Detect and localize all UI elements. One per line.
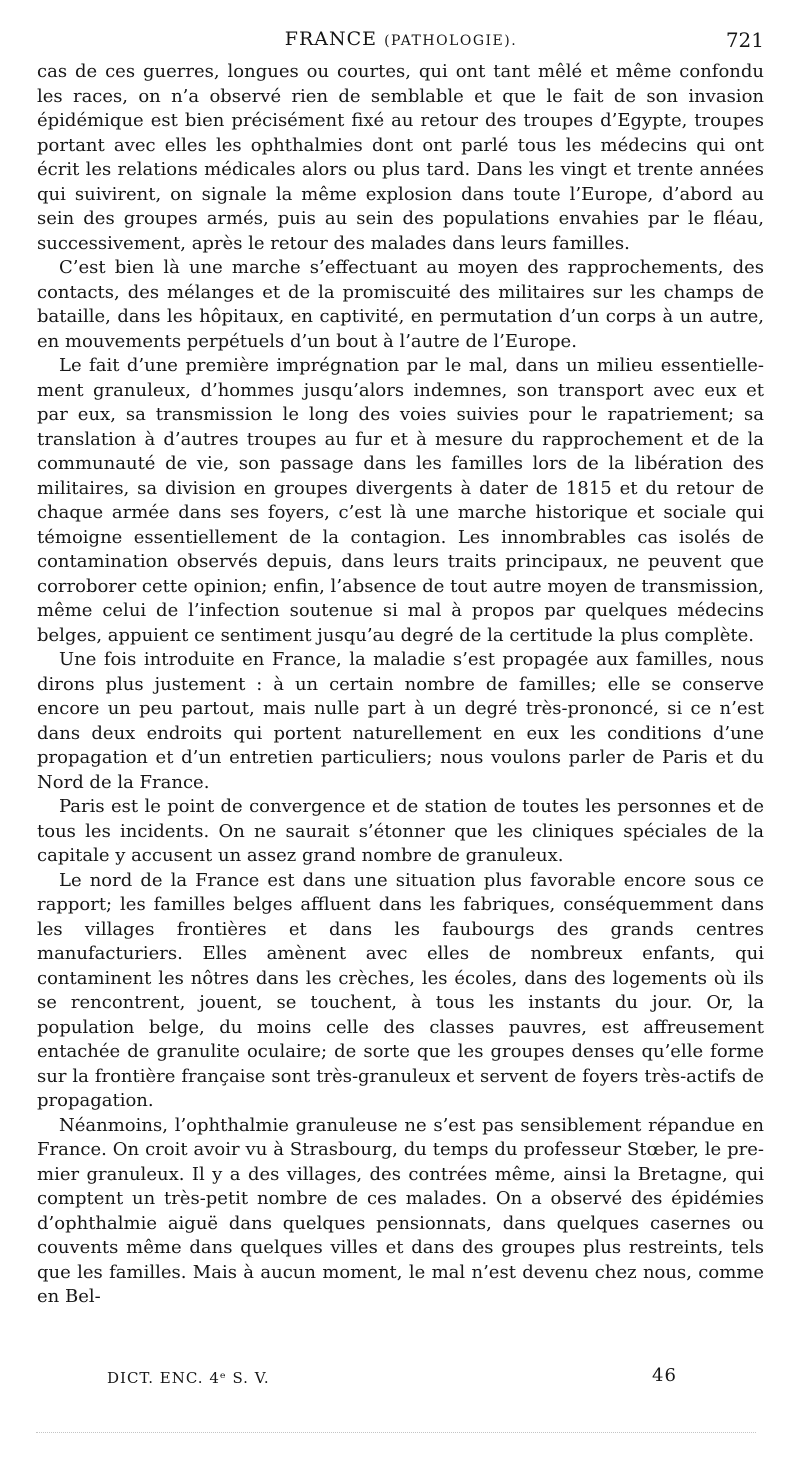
paragraph: C’est bien là une marche s’effectuant au moyen des rapprochements, des contacts, des mélanges et de la promiscuité des militaires sur les champs de bataille, dans les hôpitaux, en captivité, en permutation d’un corps à un autre, en mouvements perpétuels d’un bout à l’autre de l’Europe. — [37, 257, 764, 352]
running-title — [38, 28, 764, 50]
paragraph: Le nord de la France est dans une situation plus favorable encore sous ce rapport; les familles belges affluent dans les fabriques, conséquemment dans les villages frontières et dans les faubourgs des grands centres manufacturiers. Elles amènent avec elles de nombreux enfants, qui contaminent les nôtres dans les crèches, les écoles, dans des logements où ils se rencontrent, jouent, se touchent, à tous les instants du jour. Or, la population belge, du moins celle des classes pauvres, est affreusement entachée de granulite oculaire; de sorte que les groupes denses qu’elle forme sur la frontière française sont très-granuleux et servent de foyers très-actifs de propagation. — [37, 869, 764, 1111]
page-number: 721 — [725, 28, 764, 52]
paragraph: Le fait d’une première imprégnation par le mal, dans un milieu essentiellement granuleux, d’hommes jusqu’alors indemnes, son transport avec eux et par eux, sa transmission le long des voies suivies pour le rapatriement; sa translation à d’autres troupes au fur et à mesure du rapprochement et de la communauté de vie, son passage dans les familles lors de la libération des militaires, sa division en groupes divergents à dater de 1815 et du retour de chaque armée dans ses foyers, c’est là une marche historique et sociale qui témoigne essentiellement de la contagion. Les innombrables cas isolés de contamination observés depuis, dans leurs traits principaux, ne peuvent que corroborer cette opinion; enfin, l’absence de tout autre moyen de transmission, même celui de l’infection soutenue si mal à propos par quelques médecins belges, appuient ce sentiment jusqu’au degré de la certitude la plus complète. — [37, 355, 764, 646]
paragraph: Néanmoins, l’ophthalmie granuleuse ne s’est pas sensiblement répandue en France. On croit avoir vu à Strasbourg, du temps du professeur Stœber, le premier granuleux. Il y a des villages, des contrées même, ainsi la Bretagne, qui comptent un très-petit nombre de ces malades. On a observé des épidémies d’ophthalmie aiguë dans quelques pensionnats, dans quelques casernes ou couvents même dans quelques villes et dans des groupes plus restreints, tels que les familles. Mais à aucun moment, le mal n’est devenu chez nous, comme en Bel- — [37, 1114, 764, 1307]
paragraph: cas de ces guerres, longues ou courtes, qui ont tant mêlé et même confondu les races, on n’a observé rien de semblable et que le fait de son invasion épidémique est bien précisément fixé au retour des troupes d’Egypte, troupes portant avec elles les ophthalmies dont ont parlé tous les médecins qui ont écrit les relations médicales alors ou plus tard. Dans les vingt et trente années qui suivirent, on signale la même explosion dans toute l’Europe, d’abord au sein des groupes armés, puis au sein des populations envahies par le fléau, successivement, après le retour des malades dans leurs familles. — [37, 61, 764, 254]
bottom-divider — [36, 1432, 756, 1433]
running-title-main: FRANCE — [284, 28, 378, 50]
paragraph: Une fois introduite en France, la maladie s’est propagée aux familles, nous dirons plus justement : à un certain nombre de familles; elle se conserve encore un peu partout, mais nulle part à un degré très-prononcé, si ce n’est dans deux endroits qui portent naturellement en eux les conditions d’une propagation et d’un entretien particuliers; nous voulons parler de Paris et du Nord de la France. — [37, 649, 764, 793]
running-title-subtitle: (PATHOLOGIE). — [384, 33, 518, 49]
sheet-number: 46 — [652, 1365, 677, 1386]
page-footer — [107, 1365, 687, 1393]
body-text — [37, 60, 764, 1310]
paragraph: Paris est le point de convergence et de station de toutes les personnes et de tous les incidents. On ne saurait s’étonner que les cliniques spéciales de la capitale y accusent un assez grand nombre de granuleux. — [37, 796, 764, 866]
signature-mark: DICT. ENC. 4ᵉ S. V. — [107, 1369, 270, 1387]
running-head — [38, 28, 764, 58]
